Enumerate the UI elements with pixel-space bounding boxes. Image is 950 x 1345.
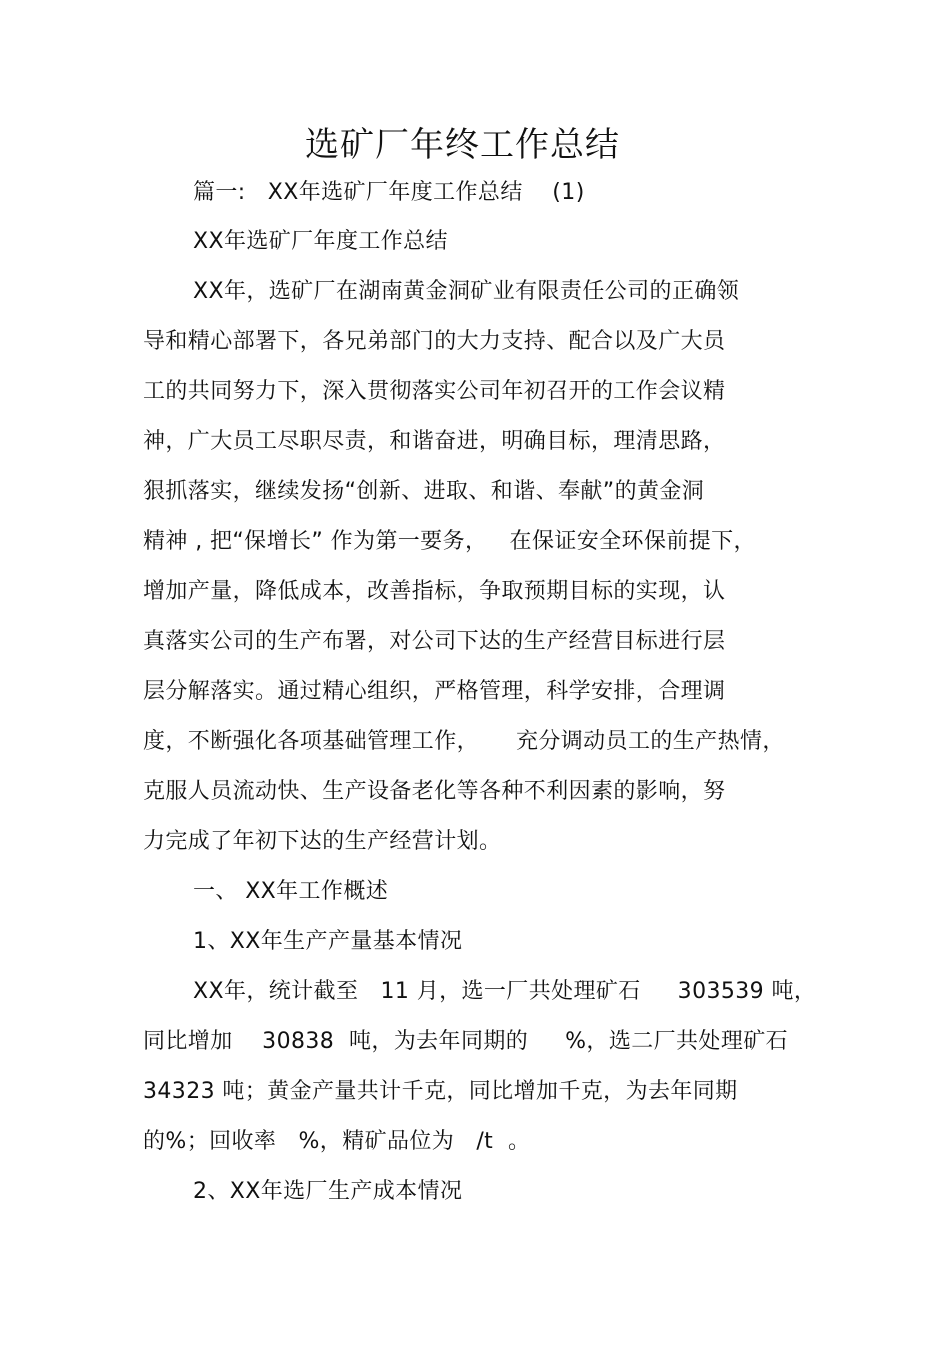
paragraph-line: 精神 , 把“保增长” 作为第一要务， 在保证安全环保前提下，	[143, 529, 756, 554]
paragraph-line: 层分解落实。通过精心组织，严格管理，科学安排，合理调	[143, 679, 726, 704]
subsection-heading: 2、XX年选厂生产成本情况	[193, 1179, 463, 1204]
paragraph-line: 度，不断强化各项基础管理工作， 充分调动员工的生产热情，	[143, 729, 785, 754]
section-heading: 篇一: XX年选矿厂年度工作总结 (1)	[193, 180, 585, 205]
paragraph-line: 真落实公司的生产布署，对公司下达的生产经营目标进行层	[143, 629, 726, 654]
section-heading: 一、 XX年工作概述	[193, 879, 389, 904]
paragraph-line: 神，广大员工尽职尽责，和谐奋进，明确目标，理清思路，	[143, 429, 726, 454]
document-title: 选矿厂年终工作总结	[305, 125, 620, 165]
paragraph-line: 工的共同努力下，深入贯彻落实公司年初召开的工作会议精	[143, 379, 726, 404]
paragraph-line: 克服人员流动快、生产设备老化等各种不利因素的影响，努	[143, 779, 726, 804]
paragraph-line: 同比增加 30838 吨，为去年同期的 %，选二厂共处理矿石	[143, 1029, 789, 1054]
paragraph-line: 导和精心部署下，各兄弟部门的大力支持、配合以及广大员	[143, 329, 726, 354]
paragraph-line: 狠抓落实，继续发扬“创新、进取、和谐、奉献”的黄金洞	[143, 479, 705, 504]
subsection-heading: 1、XX年生产产量基本情况	[193, 929, 463, 954]
paragraph-line: 的%；回收率 %，精矿品位为 /t 。	[143, 1129, 531, 1154]
paragraph-line: 力完成了年初下达的生产经营计划。	[143, 829, 502, 854]
paragraph-line: XX年，选矿厂在湖南黄金洞矿业有限责任公司的正确领	[193, 279, 740, 304]
paragraph-line: 34323 吨；黄金产量共计千克，同比增加千克，为去年同期	[143, 1079, 738, 1104]
paragraph-line: XX年，统计截至 11 月，选一厂共处理矿石 303539 吨，	[193, 979, 817, 1004]
paragraph-line: 增加产量，降低成本，改善指标，争取预期目标的实现，认	[143, 579, 726, 604]
subheading: XX年选矿厂年度工作总结	[193, 229, 448, 254]
